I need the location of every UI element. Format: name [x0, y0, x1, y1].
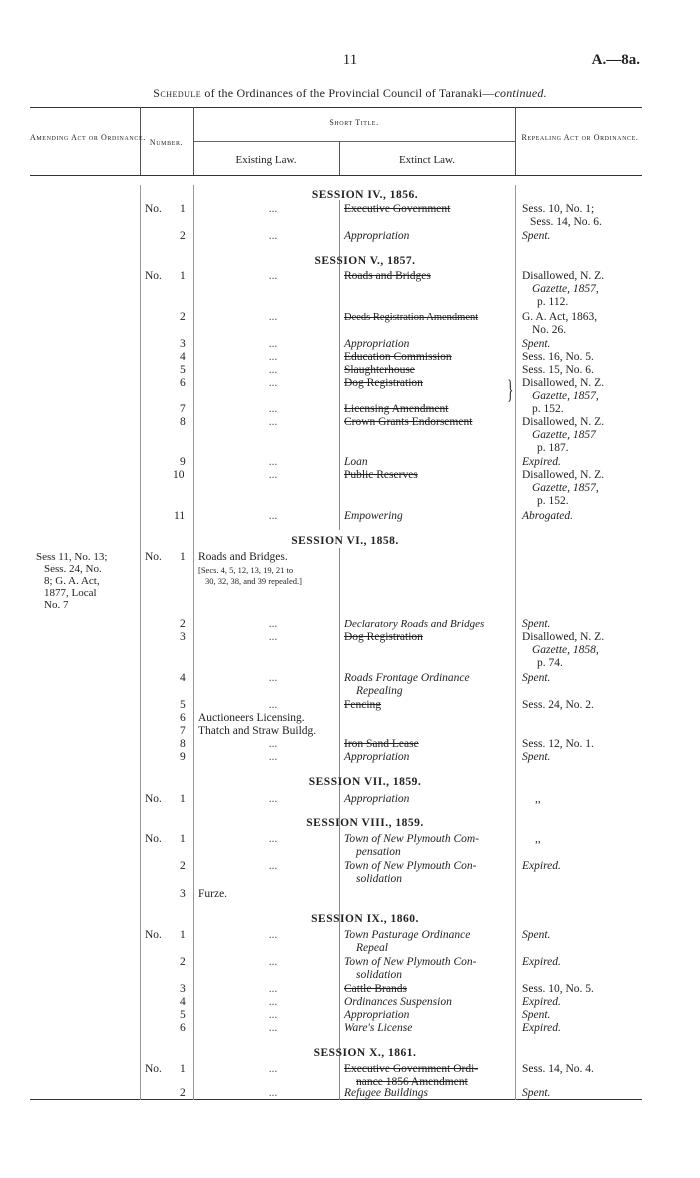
- repeal-ref: p. 152.: [537, 495, 569, 507]
- extinct-law: Dog Registration: [344, 631, 423, 643]
- extinct-law: Fencing: [344, 699, 382, 711]
- extinct-law: Loan: [344, 456, 368, 468]
- amending-ref: 8; G. A. Act,: [44, 575, 100, 587]
- repeal-ref: Sess. 24, No. 2.: [522, 699, 594, 711]
- extinct-law: Appropriation: [344, 230, 410, 242]
- col-extinct-header: Extinct Law.: [398, 154, 456, 166]
- repeal-ref: Expired.: [522, 956, 561, 968]
- dots: ...: [268, 699, 278, 711]
- number-value: 8: [180, 738, 186, 750]
- repeal-ref: Gazette, 1857,: [532, 283, 599, 295]
- short-title-rule: [193, 141, 515, 142]
- number-value: 3: [180, 338, 186, 350]
- number-label: No.: [145, 929, 162, 941]
- repeal-ref: Expired.: [522, 996, 561, 1008]
- dots: ...: [268, 833, 278, 845]
- repeal-ref: Spent.: [522, 751, 551, 763]
- repeal-ref: Sess. 14, No. 4.: [522, 1063, 594, 1075]
- extinct-law: Declaratory Roads and Bridges: [344, 618, 485, 630]
- number-value: 5: [180, 1009, 186, 1021]
- number-value: 1: [180, 551, 186, 563]
- existing-law-note: [Secs. 4, 5, 12, 13, 19, 21 to: [198, 565, 294, 575]
- header-bottom-rule: [30, 175, 642, 176]
- extinct-law: Slaughterhouse: [344, 364, 415, 376]
- extinct-law: Dog Registration: [344, 377, 423, 389]
- col-repealing-header: Repealing Act or Ordinance.: [521, 133, 639, 142]
- session-heading: SESSION V., 1857.: [314, 255, 416, 267]
- number-value: 3: [180, 631, 186, 643]
- existing-law: Furze.: [198, 888, 228, 900]
- extinct-law: Roads and Bridges: [344, 270, 431, 282]
- dots: ...: [268, 230, 278, 242]
- extinct-law: Licensing Amendment: [344, 403, 449, 415]
- extinct-law: Roads Frontage Ordinance: [344, 672, 470, 684]
- dots: ...: [268, 983, 278, 995]
- number-value: 10: [173, 469, 185, 481]
- dots: ...: [268, 929, 278, 941]
- session-heading: SESSION VI., 1858.: [291, 535, 399, 547]
- extinct-law: Repealing: [356, 685, 403, 697]
- number-value: 1: [180, 929, 186, 941]
- repeal-ref: Gazette, 1857,: [532, 390, 599, 402]
- ditto-mark: ,,: [535, 833, 541, 845]
- repeal-ref: Disallowed, N. Z.: [522, 631, 605, 643]
- extinct-law: solidation: [356, 873, 403, 885]
- extinct-law: Town of New Plymouth Com-: [344, 833, 480, 845]
- extinct-law: Appropriation: [344, 793, 410, 805]
- dots: ...: [268, 618, 278, 630]
- number-value: 1: [180, 1063, 186, 1075]
- extinct-law: Ware's License: [344, 1022, 413, 1034]
- number-value: 9: [180, 751, 186, 763]
- number-value: 1: [180, 833, 186, 845]
- number-value: 1: [180, 270, 186, 282]
- caption-continued: continued.: [494, 86, 547, 100]
- number-label: No.: [145, 1063, 162, 1075]
- col-existing-header: Existing Law.: [235, 154, 297, 166]
- extinct-law: Executive Government Ordi-: [344, 1063, 479, 1075]
- extinct-law: Town of New Plymouth Con-: [344, 956, 477, 968]
- repeal-ref: Spent.: [522, 672, 551, 684]
- dots: ...: [268, 469, 278, 481]
- extinct-law: Town of New Plymouth Con-: [344, 860, 477, 872]
- table-top-rule: [30, 107, 642, 108]
- ditto-mark: ,,: [535, 793, 541, 805]
- document-reference: A.—8a.: [591, 52, 640, 68]
- dots: ...: [268, 793, 278, 805]
- repeal-ref: Sess. 12, No. 1.: [522, 738, 594, 750]
- repeal-ref: Gazette, 1857,: [532, 482, 599, 494]
- schedule-caption: [0, 86, 700, 101]
- repeal-ref: G. A. Act, 1863,: [522, 311, 598, 323]
- repeal-ref: Sess. 14, No. 6.: [530, 216, 602, 228]
- dots: ...: [268, 311, 278, 323]
- repeal-ref: Spent.: [522, 618, 551, 630]
- body-divider-3a: [339, 200, 340, 530]
- caption-lead: Schedule: [153, 86, 202, 100]
- number-value: 2: [180, 860, 186, 872]
- extinct-law: Crown Grants Endorsement: [344, 416, 473, 428]
- repeal-ref: Sess. 15, No. 6.: [522, 364, 594, 376]
- dots: ...: [268, 270, 278, 282]
- dots: ...: [268, 456, 278, 468]
- repeal-ref: Spent.: [522, 338, 551, 350]
- number-label: No.: [145, 793, 162, 805]
- repeal-ref: Expired.: [522, 456, 561, 468]
- number-label: No.: [145, 270, 162, 282]
- dots: ...: [268, 416, 278, 428]
- number-value: 3: [180, 888, 186, 900]
- number-value: 6: [180, 1022, 186, 1034]
- body-divider-4: [515, 185, 516, 1100]
- dots: ...: [268, 203, 278, 215]
- number-value: 1: [180, 203, 186, 215]
- number-value: 2: [180, 1087, 186, 1099]
- amending-ref: No. 7: [44, 599, 69, 611]
- number-value: 2: [180, 230, 186, 242]
- repeal-ref: Sess. 10, No. 5.: [522, 983, 594, 995]
- repeal-ref: Disallowed, N. Z.: [522, 377, 605, 389]
- repeal-ref: Spent.: [522, 929, 551, 941]
- extinct-law: Empowering: [344, 510, 403, 522]
- dots: ...: [268, 956, 278, 968]
- repeal-ref: p. 187.: [537, 442, 569, 454]
- session-heading: SESSION X., 1861.: [313, 1047, 417, 1059]
- repeal-ref: Sess. 16, No. 5.: [522, 351, 594, 363]
- extinct-law: Refugee Buildings: [344, 1087, 428, 1099]
- number-label: No.: [145, 551, 162, 563]
- number-value: 5: [180, 699, 186, 711]
- dots: ...: [268, 996, 278, 1008]
- dots: ...: [268, 1009, 278, 1021]
- repeal-ref: p. 74.: [537, 657, 563, 669]
- number-value: 5: [180, 364, 186, 376]
- number-label: No.: [145, 833, 162, 845]
- extinct-law: Deeds Registration Amendment: [344, 312, 479, 323]
- number-value: 2: [180, 956, 186, 968]
- extinct-law: Ordinances Suspension: [344, 996, 452, 1008]
- repeal-ref: Spent.: [522, 230, 551, 242]
- extinct-law: Cattle Brands: [344, 983, 407, 995]
- existing-law: Thatch and Straw Buildg.: [198, 725, 317, 737]
- extinct-law: nance 1856 Amendment: [356, 1076, 468, 1088]
- dots: ...: [268, 751, 278, 763]
- brace-icon: }: [507, 375, 514, 404]
- number-value: 6: [180, 377, 186, 389]
- repeal-ref: Disallowed, N. Z.: [522, 469, 605, 481]
- repeal-ref: Disallowed, N. Z.: [522, 270, 605, 282]
- extinct-law: Executive Government: [344, 203, 451, 215]
- dots: ...: [268, 1063, 278, 1075]
- number-value: 6: [180, 712, 186, 724]
- repeal-ref: Abrogated.: [522, 510, 573, 522]
- number-value: 11: [174, 510, 186, 522]
- dots: ...: [268, 510, 278, 522]
- number-value: 2: [180, 311, 186, 323]
- existing-law-note: 30, 32, 38, and 39 repealed.]: [205, 576, 303, 586]
- session-heading: SESSION VII., 1859.: [308, 776, 422, 788]
- number-value: 4: [180, 351, 186, 363]
- extinct-law: solidation: [356, 969, 403, 981]
- existing-law: Auctioneers Licensing.: [198, 712, 305, 724]
- number-value: 2: [180, 618, 186, 630]
- number-value: 4: [180, 672, 186, 684]
- body-divider-2: [193, 185, 194, 1100]
- extinct-law: Repeal: [356, 942, 388, 954]
- dots: ...: [268, 860, 278, 872]
- session-heading: SESSION IX., 1860.: [311, 913, 419, 925]
- repeal-ref: Spent.: [522, 1009, 551, 1021]
- col-amending-header: Amending Act or Ordinance.: [30, 133, 146, 142]
- extinct-law: Appropriation: [344, 1009, 410, 1021]
- extinct-law: Town Pasturage Ordinance: [344, 929, 471, 941]
- extinct-law: Public Reserves: [344, 469, 418, 481]
- number-value: 9: [180, 456, 186, 468]
- dots: ...: [268, 738, 278, 750]
- session-heading: SESSION VIII., 1859.: [306, 817, 424, 829]
- repeal-ref: Spent.: [522, 1087, 551, 1099]
- repeal-ref: Gazette, 1858,: [532, 644, 599, 656]
- dots: ...: [268, 672, 278, 684]
- dots: ...: [268, 351, 278, 363]
- number-value: 7: [180, 403, 186, 415]
- page-number: 11: [342, 52, 358, 68]
- number-label: No.: [145, 203, 162, 215]
- dots: ...: [268, 377, 278, 389]
- number-value: 8: [180, 416, 186, 428]
- repeal-ref: Expired.: [522, 1022, 561, 1034]
- repeal-ref: p. 152.: [532, 403, 564, 415]
- repeal-ref: No. 26.: [532, 324, 567, 336]
- col-short-title-header: Short Title.: [329, 118, 379, 127]
- extinct-law: Appropriation: [344, 338, 410, 350]
- dots: ...: [268, 403, 278, 415]
- existing-law: Roads and Bridges.: [198, 551, 288, 563]
- number-value: 3: [180, 983, 186, 995]
- dots: ...: [268, 338, 278, 350]
- amending-ref: 1877, Local: [44, 587, 97, 599]
- col-number-header: Number.: [149, 138, 184, 147]
- amending-ref: Sess 11, No. 13;: [36, 551, 108, 563]
- dots: ...: [268, 364, 278, 376]
- amending-ref: Sess. 24, No.: [44, 563, 102, 575]
- repeal-ref: Disallowed, N. Z.: [522, 416, 605, 428]
- dots: ...: [268, 1022, 278, 1034]
- dots: ...: [268, 1087, 278, 1099]
- number-value: 1: [180, 793, 186, 805]
- extinct-law: Appropriation: [344, 751, 410, 763]
- extinct-law: pensation: [356, 846, 401, 858]
- repeal-ref: Sess. 10, No. 1;: [522, 203, 595, 215]
- number-value: 7: [180, 725, 186, 737]
- repeal-ref: Expired.: [522, 860, 561, 872]
- extinct-law: Education Commission: [344, 351, 452, 363]
- number-value: 4: [180, 996, 186, 1008]
- repeal-ref: p. 112.: [537, 296, 569, 308]
- extinct-law: Iron Sand Lease: [344, 738, 419, 750]
- body-divider-1: [140, 185, 141, 1100]
- session-heading: SESSION IV., 1856.: [311, 189, 419, 201]
- repeal-ref: Gazette, 1857: [532, 429, 596, 441]
- caption-text: of the Ordinances of the Provincial Council of Taranaki—: [201, 86, 495, 100]
- dots: ...: [268, 631, 278, 643]
